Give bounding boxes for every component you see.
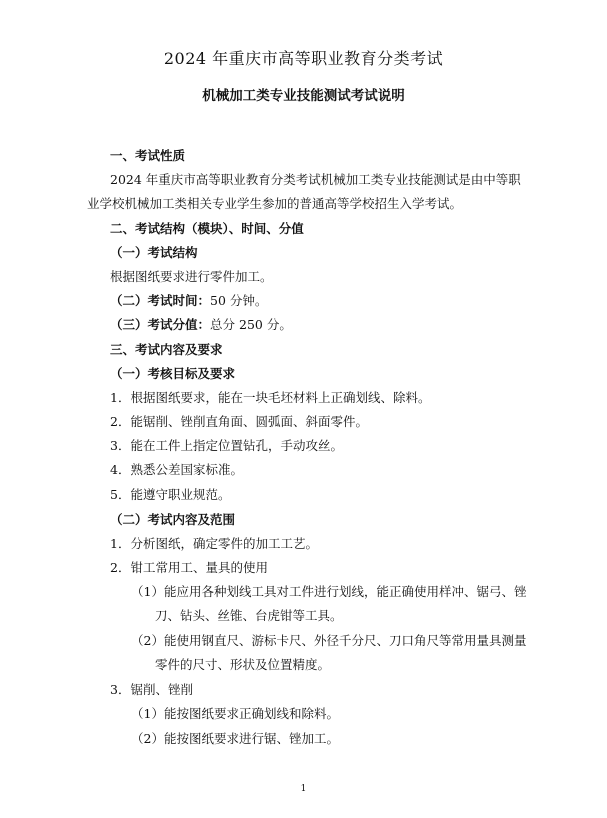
section-2-sub-1-text: 根据图纸要求进行零件加工。 [110,269,273,284]
goal-item: 4．熟悉公差国家标准。 [110,462,243,477]
scope-item-2-sub-2-line-1: （2）能使用钢直尺、游标卡尺、外径千分尺、刀口角尺等常用量具测量 [131,633,527,648]
document-subtitle: 机械加工类专业技能测试考试说明 [202,88,405,104]
section-1-paragraph-line-2: 业学校机械加工类相关专业学生参加的普通高等学校招生入学考试。 [87,196,463,211]
scope-item-2-sub-1-line-2: 刀、钻头、丝锥、台虎钳等工具。 [155,608,343,623]
scope-item-3: 3．锯削、锉削 [110,682,193,697]
exam-score-value: 总分 250 分。 [210,317,292,332]
scope-item-2-sub-2-line-2: 零件的尺寸、形状及位置精度。 [155,657,331,672]
exam-score-label: （三）考试分值： [110,317,211,332]
exam-time-label: （二）考试时间： [110,293,211,308]
exam-time-value: 50 分钟。 [210,293,268,308]
scope-item-1: 1．分析图纸，确定零件的加工工艺。 [110,536,318,551]
section-3-sub-2-heading: （二）考试内容及范围 [110,512,236,527]
section-3-sub-1-heading: （一）考核目标及要求 [110,366,236,381]
goal-item: 3．能在工件上指定位置钻孔，手动攻丝。 [110,438,343,453]
exam-time-line [110,293,267,310]
section-3-heading: 三、考试内容及要求 [110,342,223,357]
goal-item: 1．根据图纸要求，能在一块毛坯材料上正确划线、除料。 [110,390,431,405]
section-2-heading: 二、考试结构（模块）、时间、分值 [110,221,304,236]
scope-item-3-sub-2: （2）能按图纸要求进行锯、锉加工。 [131,731,339,746]
goal-item: 2．能锯削、锉削直角面、圆弧面、斜面零件。 [110,414,368,429]
exam-score-line [110,317,292,334]
page-number: 1 [300,784,307,794]
section-1-heading: 一、考试性质 [110,148,186,163]
goal-item: 5．能遵守职业规范。 [110,487,231,502]
section-1-paragraph-line-1: 2024 年重庆市高等职业教育分类考试机械加工类专业技能测试是由中等职 [110,172,521,187]
section-2-sub-1-heading: （一）考试结构 [110,245,198,260]
scope-item-2-sub-1-line-1: （1）能应用各种划线工具对工件进行划线，能正确使用样冲、锯弓、锉 [131,584,527,599]
scope-item-3-sub-1: （1）能按图纸要求正确划线和除料。 [131,706,339,721]
document-title: 2024 年重庆市高等职业教育分类考试 [163,49,444,68]
scope-item-2: 2．钳工常用工、量具的使用 [110,560,268,575]
